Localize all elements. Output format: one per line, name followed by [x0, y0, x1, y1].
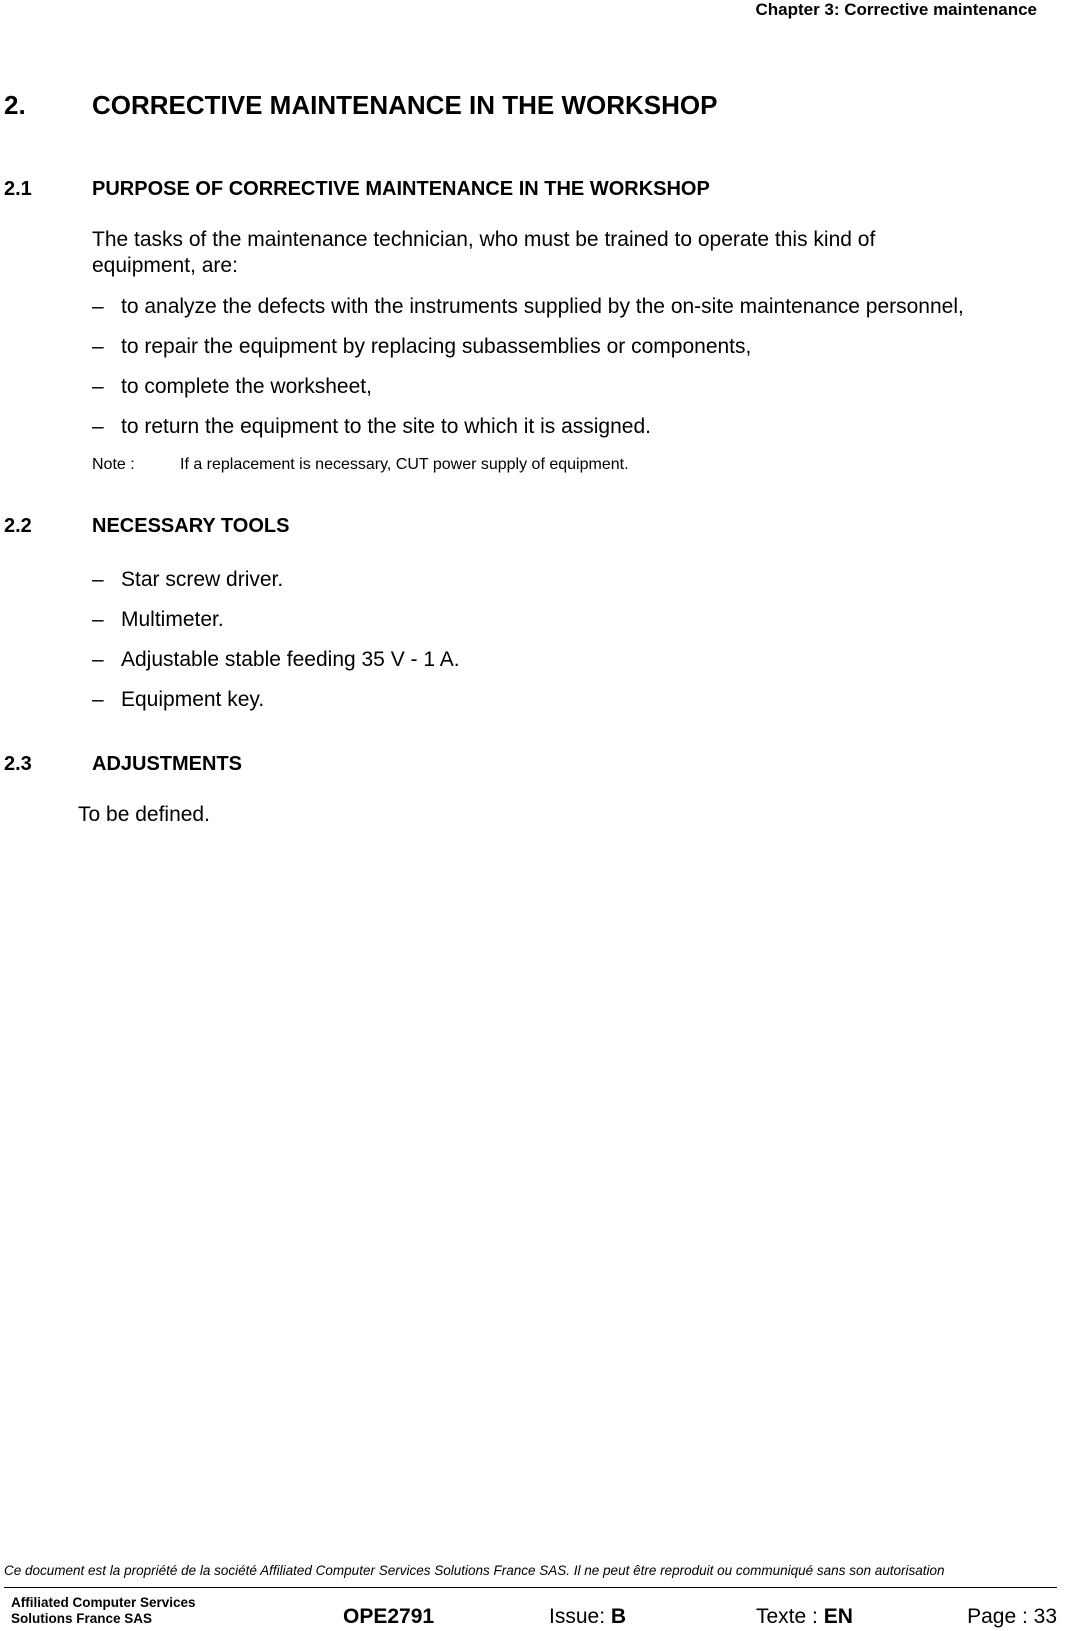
section-2-3-number: 2.3 — [4, 753, 32, 775]
list-item-text: Star screw driver. — [121, 568, 284, 591]
company-name-line-1: Affiliated Computer Services — [11, 1595, 196, 1610]
bullet-dash: – — [92, 335, 104, 358]
section-2-1-number: 2.1 — [4, 178, 32, 200]
list-item-text: Adjustable stable feeding 35 V - 1 A. — [121, 648, 460, 671]
list-item — [92, 295, 964, 319]
list-item-text: Equipment key. — [121, 688, 265, 711]
issue-label: Issue: — [549, 1605, 611, 1628]
texte-label: Texte : — [756, 1605, 824, 1628]
page-number: Page : 33 — [967, 1605, 1057, 1628]
list-item-text: Multimeter. — [121, 608, 224, 631]
list-item — [92, 688, 264, 712]
list-item-text: to complete the worksheet, — [121, 375, 372, 398]
section-2-1-title: PURPOSE OF CORRECTIVE MAINTENANCE IN THE WORKSHOP — [92, 178, 710, 200]
adjustments-body: To be defined. — [78, 803, 210, 826]
chapter-header: Chapter 3: Corrective maintenance — [755, 0, 1037, 19]
list-item — [92, 335, 751, 359]
bullet-dash: – — [92, 295, 104, 318]
company-logo — [11, 1595, 231, 1627]
section-2-3-title: ADJUSTMENTS — [92, 753, 243, 775]
list-item-text: to repair the equipment by replacing subassemblies or components, — [121, 335, 752, 358]
note-text: If a replacement is necessary, CUT power supply of equipment. — [180, 456, 629, 473]
list-item — [92, 415, 651, 439]
intro-line-2: equipment, are: — [92, 254, 238, 277]
list-item-text: to return the equipment to the site to which it is assigned. — [121, 415, 651, 438]
issue-value: B — [610, 1605, 627, 1628]
bullet-dash: – — [92, 568, 104, 591]
note-label: Note : — [92, 456, 135, 473]
list-item — [92, 648, 460, 672]
issue-field — [549, 1605, 626, 1629]
list-item — [92, 568, 283, 592]
texte-value: EN — [823, 1605, 853, 1628]
bullet-dash: – — [92, 688, 104, 711]
footer-divider — [4, 1587, 1057, 1588]
section-2-2-title: NECESSARY TOOLS — [92, 515, 290, 537]
document-id: OPE2791 — [343, 1605, 435, 1628]
list-item — [92, 608, 224, 632]
bullet-dash: – — [92, 375, 104, 398]
bullet-dash: – — [92, 648, 104, 671]
section-2-title: CORRECTIVE MAINTENANCE IN THE WORKSHOP — [92, 90, 718, 120]
section-2-2-number: 2.2 — [4, 515, 32, 537]
intro-line-1: The tasks of the maintenance technician, who must be trained to operate this kind of — [92, 228, 876, 251]
bullet-dash: – — [92, 608, 104, 631]
list-item — [92, 375, 372, 399]
list-item-text: to analyze the defects with the instruments supplied by the on-site maintenance personnel, — [121, 295, 964, 318]
footer-disclaimer: Ce document est la propriété de la société Affiliated Computer Services Solutions France SAS. Il ne peut être reproduit ou communiqué sans son autorisation — [4, 1563, 945, 1578]
bullet-dash: – — [92, 415, 104, 438]
company-name-line-2: Solutions France SAS — [11, 1611, 153, 1626]
texte-field — [756, 1605, 853, 1629]
section-2-number: 2. — [4, 90, 26, 120]
